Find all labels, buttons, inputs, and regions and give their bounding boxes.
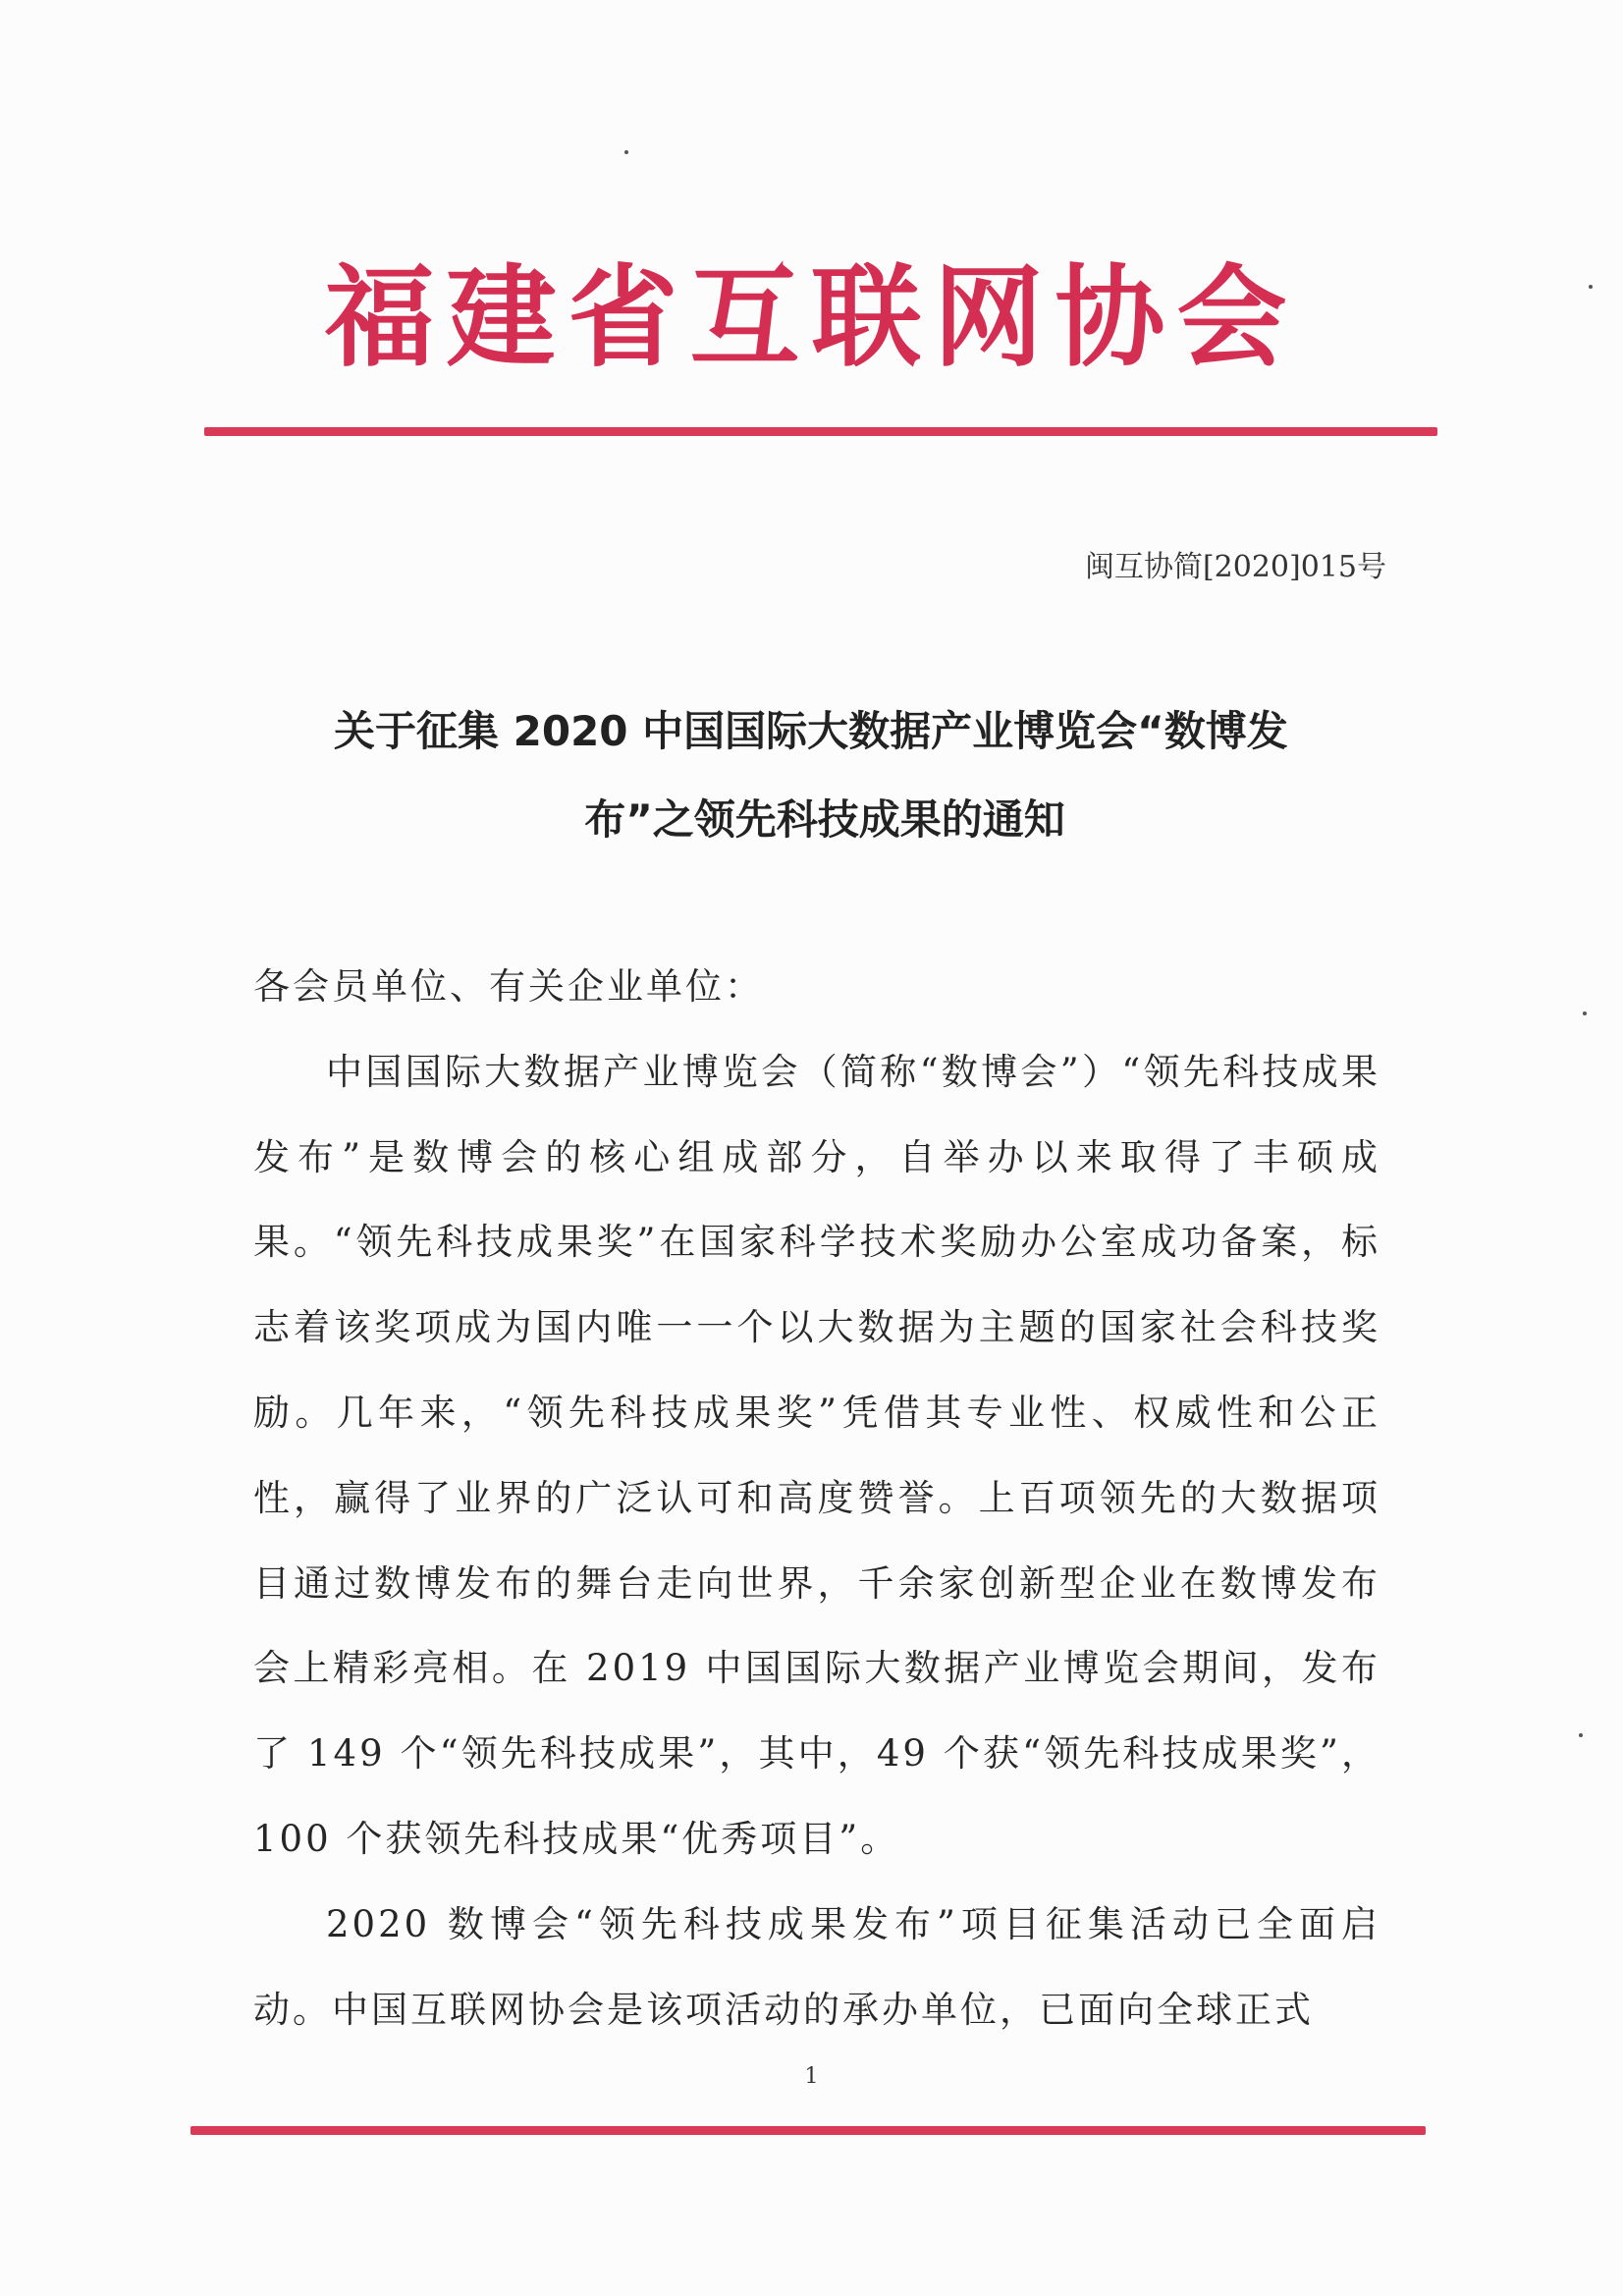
- body-paragraph-2: 2020 数博会“领先科技成果发布”项目征集活动已全面启动。中国互联网协会是该项活动的承办单位，已面向全球正式: [253, 1902, 1380, 2031]
- scan-speck: [1579, 1733, 1583, 1737]
- notice-title-line1: 关于征集 2020 中国国际大数据产业博览会“数博发: [334, 707, 1288, 755]
- letterhead-red-rule: [204, 427, 1437, 436]
- salutation: 各会员单位、有关企业单位：: [253, 965, 764, 1008]
- scan-speck: [1583, 1011, 1587, 1015]
- letterhead-title: 福建省互联网协会: [324, 253, 1299, 382]
- footer-red-rule: [190, 2126, 1426, 2135]
- scan-speck: [624, 150, 628, 154]
- document-number: 闽互协简[2020]015号: [1084, 550, 1386, 584]
- notice-body: [253, 945, 1380, 2052]
- scan-speck: [1589, 285, 1593, 289]
- notice-title: [334, 687, 1394, 864]
- notice-title-line2: 布”之领先科技成果的通知: [584, 795, 1065, 844]
- body-paragraph-1: 中国国际大数据产业博览会（简称“数博会”）“领先科技成果发布”是数博会的核心组成部分，自举办以来取得了丰硕成果。“领先科技成果奖”在国家科学技术奖励办公室成功备案，标志着该奖项成为国内唯一一个以大数据为主题的国家社会科技奖励。几年来，“领先科技成果奖”凭借其专业性、权威性和公正性，赢得了业界的广泛认可和高度赞誉。上百项领先的大数据项目通过数博发布的舞台走向世界，千余家创新型企业在数博发布会上精彩亮相。在 2019 中国国际大数据产业博览会期间，发布了 149 个“领先科技成果”，其中，49 个获“领先科技成果奖”，100 个获领先科技成果“优秀项目”。: [253, 1050, 1380, 1860]
- page-number: 1: [804, 2064, 819, 2089]
